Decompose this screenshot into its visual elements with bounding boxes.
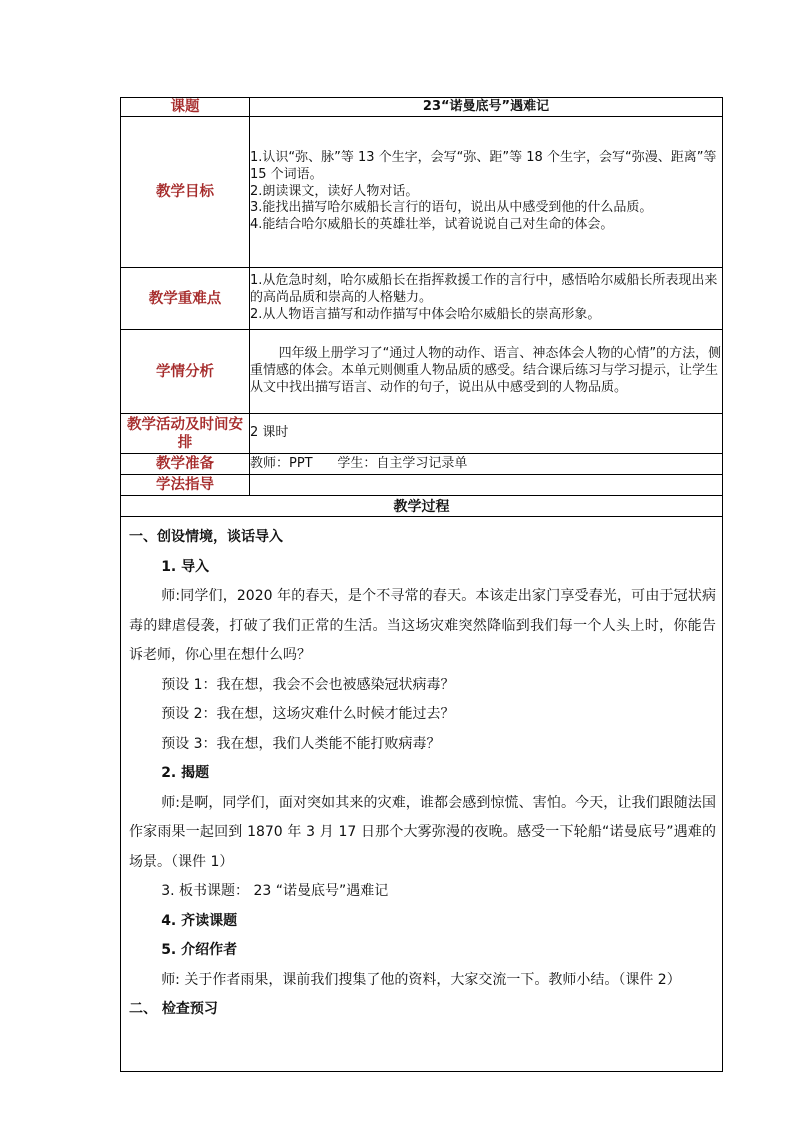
objective-item: 3.能找出描写哈尔威船长言行的语句，说出从中感受到他的什么品质。 (250, 200, 653, 216)
preset-answer: 预设 3：我在想，我们人类能不能打败病毒？ (161, 735, 441, 752)
analysis-cell (250, 330, 723, 414)
method-value (250, 475, 723, 496)
row-prep (121, 454, 723, 475)
objectives-label: 教学目标 (121, 117, 250, 268)
step-heading: 1. 导入 (161, 558, 210, 575)
step-paragraph: 师: 关于作者雨果，课前我们搜集了他的资料，大家交流一下。教师小结。（课件 2） (161, 971, 681, 988)
teaching-process (120, 517, 723, 1072)
objective-item: 2.朗读课文，读好人物对话。 (250, 183, 419, 199)
preset-answer: 预设 2：我在想，这场灾难什么时候才能过去？ (161, 706, 455, 722)
keypoints-label: 教学重难点 (121, 268, 250, 330)
step-paragraph: 师:同学们，2020 年的春天，是个不寻常的春天。本该走出家门享受春光，可由于冠状病毒的肆虐侵袭，打破了我们正常的生活。当这场灾难突然降临到我们每一个人头上时，你能告诉老师，你心里在想什么吗？ (129, 588, 716, 663)
row-analysis (121, 330, 723, 414)
process-header: 教学过程 (121, 496, 723, 517)
objective-item: 1.认识“弥、脉”等 13 个生字，会写“弥、距”等 18 个生字，会写“弥漫、距离”等 15 个词语。 (250, 150, 717, 182)
lesson-plan-table (120, 97, 723, 517)
keypoint-item: 2.从人物语言描写和动作描写中体会哈尔威船长的崇高形象。 (250, 306, 601, 322)
keypoint-item: 1.从危急时刻，哈尔威船长在指挥救援工作的言行中，感悟哈尔威船长所表现出来的高尚品质和崇高的人格魅力。 (250, 273, 718, 306)
row-method (121, 475, 723, 496)
objective-item: 4.能结合哈尔威船长的英雄壮举，试着说说自己对生命的体会。 (250, 217, 614, 233)
schedule-label: 教学活动及时间安排 (121, 414, 250, 454)
keypoints-cell (250, 268, 723, 330)
row-process-header (121, 496, 723, 517)
method-label: 学法指导 (121, 475, 250, 496)
step-heading: 2. 揭题 (161, 765, 210, 781)
lesson-plan-document (120, 97, 723, 1072)
objectives-cell (250, 117, 723, 268)
row-schedule (121, 414, 723, 454)
prep-label: 教学准备 (121, 454, 250, 475)
analysis-text: 四年级上册学习了“通过人物的动作、语言、神态体会人物的心情”的方法，侧重情感的体会。本单元则侧重人物品质的感受。结合课后练习与学习提示，让学生从文中找出描写语言、动作的句子，说出从中感受到的人物品质。 (250, 346, 722, 395)
prep-value: 教师：PPT 学生：自主学习记录单 (250, 454, 723, 475)
title-label: 课题 (121, 98, 250, 117)
step-heading: 3. 板书课题： 23 “诺曼底号”遇难记 (161, 883, 389, 899)
row-title (121, 98, 723, 117)
step-paragraph: 师:是啊，同学们，面对突如其来的灾难，谁都会感到惊慌、害怕。今天，让我们跟随法国作家雨果一起回到 1870 年 3 月 17 日那个大雾弥漫的夜晚。感受一下轮船“诺曼底号”遇难的场景。（课件 1） (129, 794, 716, 870)
schedule-value: 2 课时 (250, 414, 723, 454)
step-heading: 4. 齐读课题 (161, 912, 238, 929)
section-heading: 一、创设情境，谈话导入 (129, 529, 283, 545)
lesson-title: 23“诺曼底号”遇难记 (250, 98, 723, 117)
preset-answer: 预设 1：我在想，我会不会也被感染冠状病毒？ (161, 676, 455, 693)
row-objectives (121, 117, 723, 268)
row-keypoints (121, 268, 723, 330)
section-heading: 二、 检查预习 (129, 1001, 218, 1017)
step-heading: 5. 介绍作者 (161, 942, 238, 958)
analysis-label: 学情分析 (121, 330, 250, 414)
